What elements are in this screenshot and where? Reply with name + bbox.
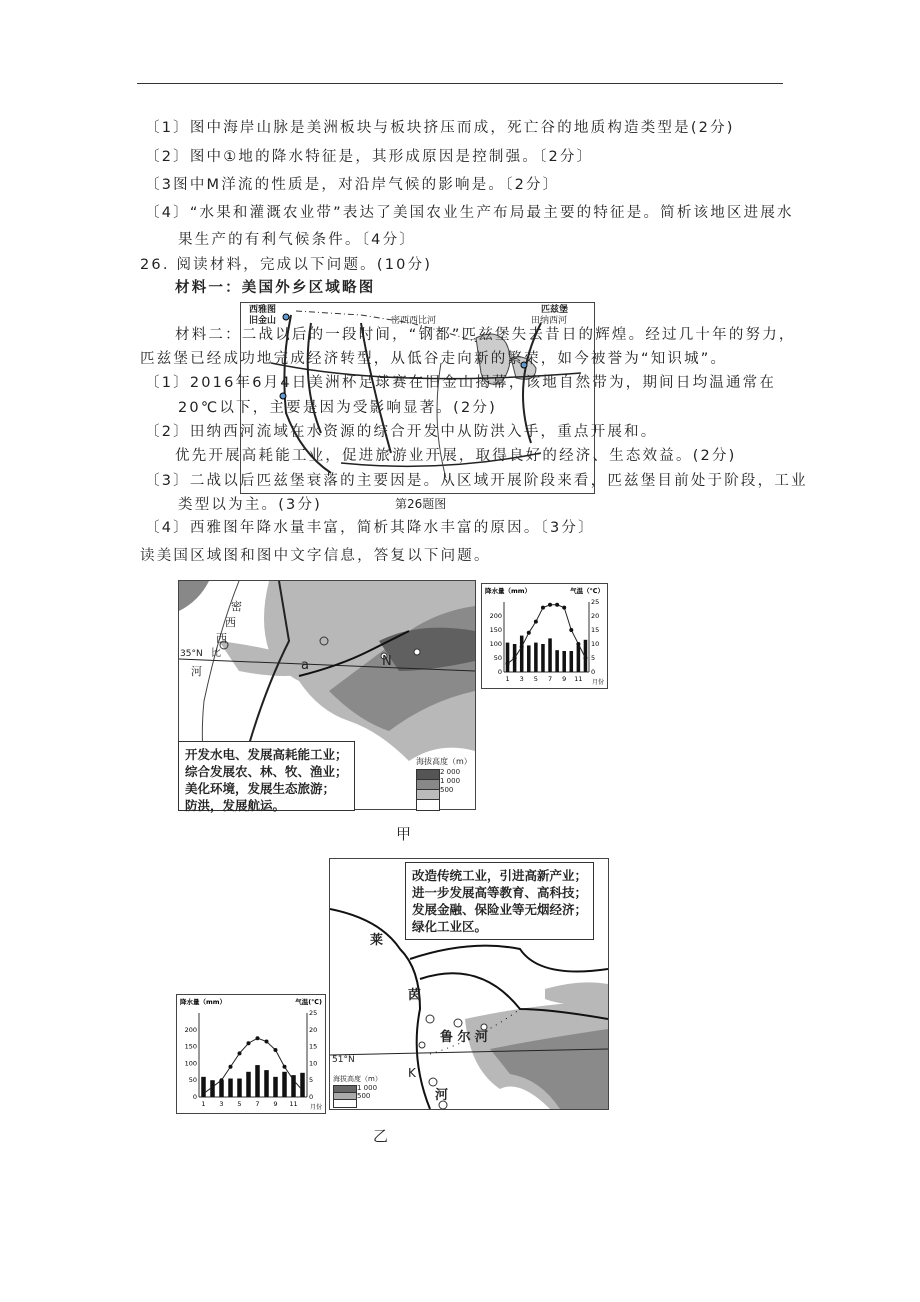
note-line: 改造传统工业，引进高新产业；	[412, 868, 588, 883]
q25-item-4: 〔4〕“水果和灌溉农业带”表达了美国农业生产布局最主要的特征是。简析该地区进展水	[145, 205, 794, 221]
y-tick-label: 200	[489, 612, 502, 620]
precip-bar	[246, 1072, 251, 1097]
note-line: 开发水电、发展高耗能工业；	[185, 747, 348, 762]
temp-point	[229, 1065, 233, 1069]
precip-bar	[506, 643, 510, 672]
precip-bar	[577, 645, 581, 672]
temp-point	[202, 1092, 206, 1096]
q26-item-3: 〔3〕二战以后匹兹堡衰落的主要因是。从区域开展阶段来看，匹兹堡目前处于阶段，工业	[145, 473, 808, 489]
y2-tick-label: 25	[591, 598, 600, 606]
y-axis-label: 降水量（mm）	[180, 998, 227, 1006]
q27-intro: 读美国区域图和图中文字信息，答复以下问题。	[140, 548, 491, 564]
temp-point	[520, 645, 524, 649]
label-ruhr: 鲁 尔 河	[440, 1030, 489, 1045]
label-pittsburgh: 匹兹堡	[541, 305, 569, 315]
note-line: 发展金融、保险业等无烟经济；	[412, 902, 588, 917]
label-tennessee-river: 田纳西河	[531, 316, 568, 326]
label-bi: 比	[211, 648, 221, 659]
y2-tick-label: 20	[591, 612, 600, 620]
y-tick-label: 50	[493, 654, 502, 662]
y-tick-label: 150	[184, 1042, 197, 1051]
label-lai: 莱	[370, 933, 384, 948]
label-n: N	[382, 654, 392, 669]
precip-bar	[219, 1080, 224, 1097]
x-tick-label: 7	[255, 1100, 260, 1108]
x-tick-label: 9	[562, 675, 567, 683]
x-tick-label: 5	[237, 1100, 242, 1108]
q26-item-1-cont: 20℃以下，主要是因为受影响显著。(2分)	[178, 400, 497, 416]
precip-bar	[562, 651, 566, 672]
temp-point	[562, 606, 566, 610]
legend-1000: 1 000	[357, 1084, 378, 1092]
legend-500: 500	[440, 786, 454, 794]
label-he: 河	[191, 665, 202, 678]
temp-point	[292, 1078, 296, 1082]
q26-item-1: 〔1〕2016年6月4日美洲杯足球赛在旧金山揭幕，该地自然带为，期间日均温通常在	[145, 375, 777, 391]
precip-bar	[282, 1072, 287, 1097]
x-tick-label: 11	[574, 675, 583, 683]
y2-axis-label: 气温（℃）	[570, 587, 604, 595]
precip-bar	[527, 645, 531, 672]
y-axis-label: 降水量（mm）	[485, 587, 532, 595]
y-tick-label: 50	[188, 1076, 197, 1085]
legend-2000: 2 000	[440, 768, 461, 776]
precip-bar	[255, 1065, 260, 1097]
material-2-text: 材料二：二战以后的一段时间，“钢都”匹兹堡失去昔日的辉煌。经过几十年的努力，	[175, 327, 796, 343]
temp-point	[513, 656, 517, 660]
temp-point	[527, 631, 531, 635]
label-xi1: 西	[225, 616, 236, 629]
q25-item-3: 〔3图中M洋流的性质是，对沿岸气候的影响是。〔2分〕	[145, 177, 560, 193]
y-tick-label: 100	[184, 1059, 197, 1068]
y2-tick-label: 0	[591, 668, 596, 676]
x-tick-label: 9	[273, 1100, 278, 1108]
temp-point	[274, 1048, 278, 1052]
label-yin: 茵	[408, 988, 422, 1003]
precip-bar	[520, 636, 524, 672]
label-a: a	[301, 658, 309, 673]
y2-axis-label: 气温(℃)	[295, 998, 322, 1006]
note-line: 绿化工业区。	[412, 919, 488, 934]
temp-point	[548, 603, 552, 607]
y-tick-label: 100	[489, 640, 502, 648]
label-he: 河	[435, 1088, 449, 1103]
temp-point	[555, 603, 559, 607]
label-san-francisco: 旧金山	[249, 316, 277, 326]
y-tick-label: 150	[489, 626, 502, 634]
q26-item-2: 〔2〕田纳西河流域在水资源的综合开发中从防洪入手，重点开展和。	[145, 424, 658, 440]
y-tick-label: 0	[497, 668, 502, 676]
header-rule	[137, 83, 783, 84]
legend-title: 海拔高度（m）	[416, 757, 472, 766]
temp-point	[301, 1088, 305, 1092]
climate-chart-yi-svg	[177, 995, 325, 1113]
y2-tick-label: 15	[591, 626, 600, 634]
temp-point	[541, 606, 545, 610]
legend-1000: 1 000	[440, 777, 461, 785]
material-2-line-1	[175, 326, 796, 344]
x-tick-label: 1	[505, 675, 510, 683]
label-51n: 51°N	[332, 1055, 355, 1065]
precip-bar	[555, 650, 559, 672]
map-yi	[329, 858, 609, 1110]
y-tick-label: 0	[192, 1093, 197, 1101]
climate-chart-jia	[481, 583, 608, 689]
caption-yi: 乙	[373, 1127, 389, 1145]
temp-point	[211, 1085, 215, 1089]
y2-tick-label: 15	[309, 1042, 318, 1051]
y2-tick-label: 20	[309, 1025, 318, 1034]
x-tick-label: 3	[219, 1100, 224, 1108]
x-tick-label: 7	[547, 675, 553, 683]
y2-tick-label: 25	[309, 1009, 318, 1017]
q26-item-2-cont: 优先开展高耗能工业，促进旅游业开展，取得良好的经济、生态效益。(2分)	[175, 448, 737, 464]
x-tick-label: 5	[533, 675, 538, 683]
temp-point	[583, 656, 587, 660]
temp-point	[569, 628, 573, 632]
precip-bar	[548, 638, 552, 672]
material-2-line-2: 匹兹堡已经成功地完成经济转型，从低谷走向新的繁荣，如今被誉为“知识城”。	[140, 351, 728, 367]
label-mi: 密	[231, 600, 242, 613]
temp-point	[265, 1040, 269, 1044]
note-line: 进一步发展高等教育、高科技；	[412, 885, 588, 900]
q25-item-2: 〔2〕图中①地的降水特征是，其形成原因是控制强。〔2分〕	[145, 149, 594, 165]
map-yi-note	[405, 862, 594, 940]
figure-26-caption: 第26题图	[395, 497, 447, 511]
precip-bar	[264, 1070, 269, 1097]
temp-point	[283, 1065, 287, 1069]
x-axis-label: 月份	[591, 679, 604, 686]
y2-tick-label: 10	[591, 640, 600, 648]
label-mississippi-river: 密西西比河	[391, 316, 437, 326]
label-xi2: 西	[216, 632, 227, 645]
label-35n: 35°N	[180, 649, 203, 659]
y2-tick-label: 0	[309, 1093, 314, 1101]
x-tick-label: 3	[519, 675, 524, 683]
temp-point	[247, 1041, 251, 1045]
precip-bar	[534, 643, 538, 672]
y2-tick-label: 5	[591, 654, 596, 662]
caption-jia: 甲	[396, 825, 412, 843]
precip-bar	[300, 1073, 305, 1097]
precip-bar	[228, 1079, 233, 1097]
precip-bar	[237, 1079, 242, 1097]
temp-point	[506, 662, 510, 666]
legend-title: 海拔高度（m）	[333, 1075, 382, 1083]
q25-item-1: 〔1〕图中海岸山脉是美洲板块与板块挤压而成，死亡谷的地质构造类型是(2分)	[145, 120, 735, 136]
x-tick-label: 11	[289, 1100, 298, 1108]
y2-tick-label: 5	[309, 1076, 314, 1085]
temp-point	[576, 642, 580, 646]
note-line: 美化环境，发展生态旅游；	[185, 781, 336, 796]
x-axis-label: 月份	[309, 1104, 322, 1111]
label-k: K	[408, 1066, 416, 1080]
temp-line	[204, 1038, 303, 1093]
precip-bar	[570, 651, 574, 672]
temp-point	[220, 1078, 224, 1082]
x-tick-label: 1	[201, 1100, 206, 1108]
climate-chart-yi	[176, 994, 326, 1114]
q25-item-4-cont: 果生产的有利气候条件。〔4分〕	[178, 232, 416, 248]
label-seattle: 西雅图	[249, 305, 277, 315]
temp-point	[238, 1051, 242, 1055]
climate-chart-jia-svg	[482, 584, 607, 688]
precip-bar	[273, 1077, 278, 1097]
note-line: 防洪，发展航运。	[185, 798, 286, 813]
temp-point	[256, 1036, 260, 1040]
precip-bar	[541, 644, 545, 672]
map-jia-note	[178, 741, 355, 811]
q26-title: 26. 阅读材料，完成以下问题。(10分)	[140, 257, 433, 273]
legend-500: 500	[357, 1092, 371, 1100]
q26-item-3-cont: 类型以为主。(3分)	[178, 497, 323, 513]
map-jia	[178, 580, 476, 813]
y2-tick-label: 10	[309, 1059, 318, 1068]
y-tick-label: 200	[184, 1025, 197, 1034]
temp-line	[508, 605, 586, 664]
material-1: 材料一：美国外乡区域略图	[175, 280, 376, 296]
note-line: 综合发展农、林、牧、渔业；	[185, 764, 348, 779]
temp-point	[534, 620, 538, 624]
q26-item-4: 〔4〕西雅图年降水量丰富，简析其降水丰富的原因。〔3分〕	[145, 520, 595, 536]
